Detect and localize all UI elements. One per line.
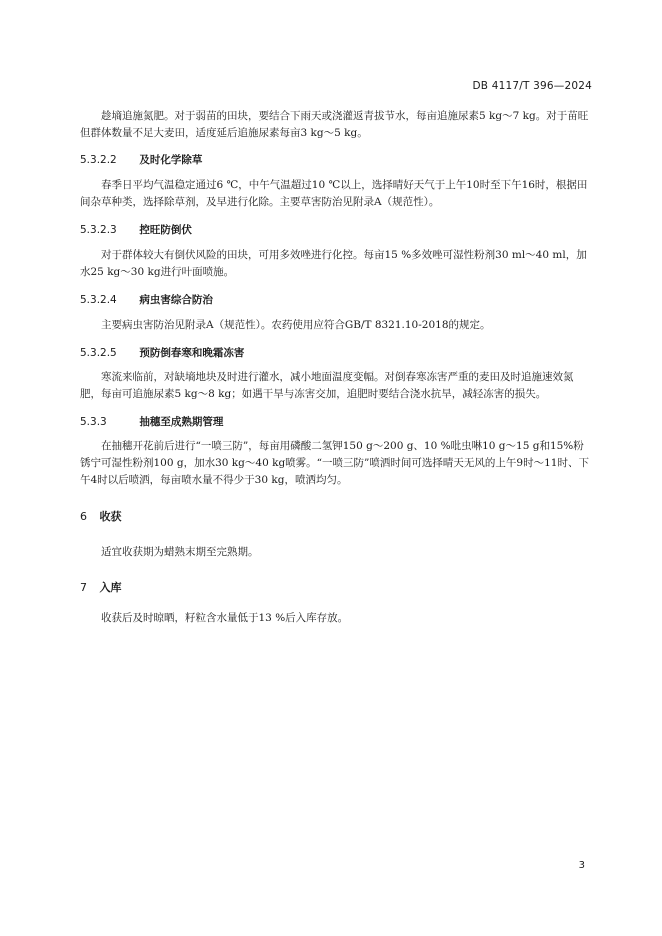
paragraph-lodging-control: 对于群体较大有倒伏风险的田块，可用多效唑进行化控。每亩15 %多效唑可湿性粉剂30 ml～40 ml，加水25 kg～30 kg进行叶面喷施。 xyxy=(80,249,587,278)
clause-number: 5.3.2.5 xyxy=(80,347,117,359)
clause-number: 5.3.2.2 xyxy=(80,154,117,166)
clause-5-3-2-5 xyxy=(80,345,244,360)
paragraph-pest-control: 主要病虫害防治见附录A（规范性）。农药使用应符合GB/T 8321.10-2018的规定。 xyxy=(101,319,491,331)
section-title: 收获 xyxy=(99,510,122,523)
clause-title: 病虫害综合防治 xyxy=(139,294,213,306)
paragraph-weed-control: 春季日平均气温稳定通过6 ℃，中午气温超过10 ℃以上，选择晴好天气于上午10时至下午16时，根据田间杂草种类，选择除草剂，及早进行化除。主要草害防治见附录A（规范性）。 xyxy=(80,179,588,208)
clause-title: 抽穗至成熟期管理 xyxy=(139,416,224,428)
clause-title: 及时化学除草 xyxy=(139,154,203,166)
clause-5-3-2-4 xyxy=(80,292,213,307)
page-number: 3 xyxy=(578,860,585,871)
section-number: 6 xyxy=(80,510,87,523)
section-6 xyxy=(80,508,122,524)
section-title: 入库 xyxy=(99,581,122,594)
paragraph-storage: 收获后及时晾晒，籽粒含水量低于13 %后入库存放。 xyxy=(101,612,349,624)
section-7 xyxy=(80,579,122,595)
clause-5-3-2-3 xyxy=(80,222,192,237)
document-code-header: DB 4117/T 396—2024 xyxy=(472,80,592,92)
clause-number: 5.3.3 xyxy=(80,416,107,428)
clause-title: 预防倒春寒和晚霜冻害 xyxy=(139,347,245,359)
clause-5-3-3 xyxy=(80,414,223,429)
clause-5-3-2-2 xyxy=(80,152,202,167)
paragraph-nitrogen-topdressing: 趁墒追施氮肥。对于弱苗的田块，要结合下雨天或浇灌返青拔节水，每亩追施尿素5 kg～7 kg。对于苗旺但群体数量不足大麦田，适度延后追施尿素每亩3 kg～5 kg。 xyxy=(80,110,589,139)
clause-title: 控旺防倒伏 xyxy=(139,224,192,236)
clause-number: 5.3.2.3 xyxy=(80,224,117,236)
paragraph-frost-prevention: 寒流来临前，对缺墒地块及时进行灌水，减小地面温度变幅。对倒春寒冻害严重的麦田及时追施速效氮肥，每亩可追施尿素5 kg～8 kg；如遇干旱与冻害交加，追肥时要结合浇水抗旱，减轻冻害的损失。 xyxy=(80,371,574,400)
section-number: 7 xyxy=(80,581,87,594)
paragraph-heading-maturity: 在抽穗开花前后进行“一喷三防”，每亩用磷酸二氢钾150 g～200 g、10 %吡虫啉10 g～15 g和15%粉锈宁可湿性粉剂100 g，加水30 kg～40 kg喷雾。“一喷三防”喷洒时间可选择晴天无风的上午9时～11时、下午4时以后喷洒，每亩喷水量不得少于30 kg，喷洒均匀。 xyxy=(80,440,589,486)
paragraph-harvest: 适宜收获期为蜡熟末期至完熟期。 xyxy=(101,546,259,558)
clause-number: 5.3.2.4 xyxy=(80,294,117,306)
